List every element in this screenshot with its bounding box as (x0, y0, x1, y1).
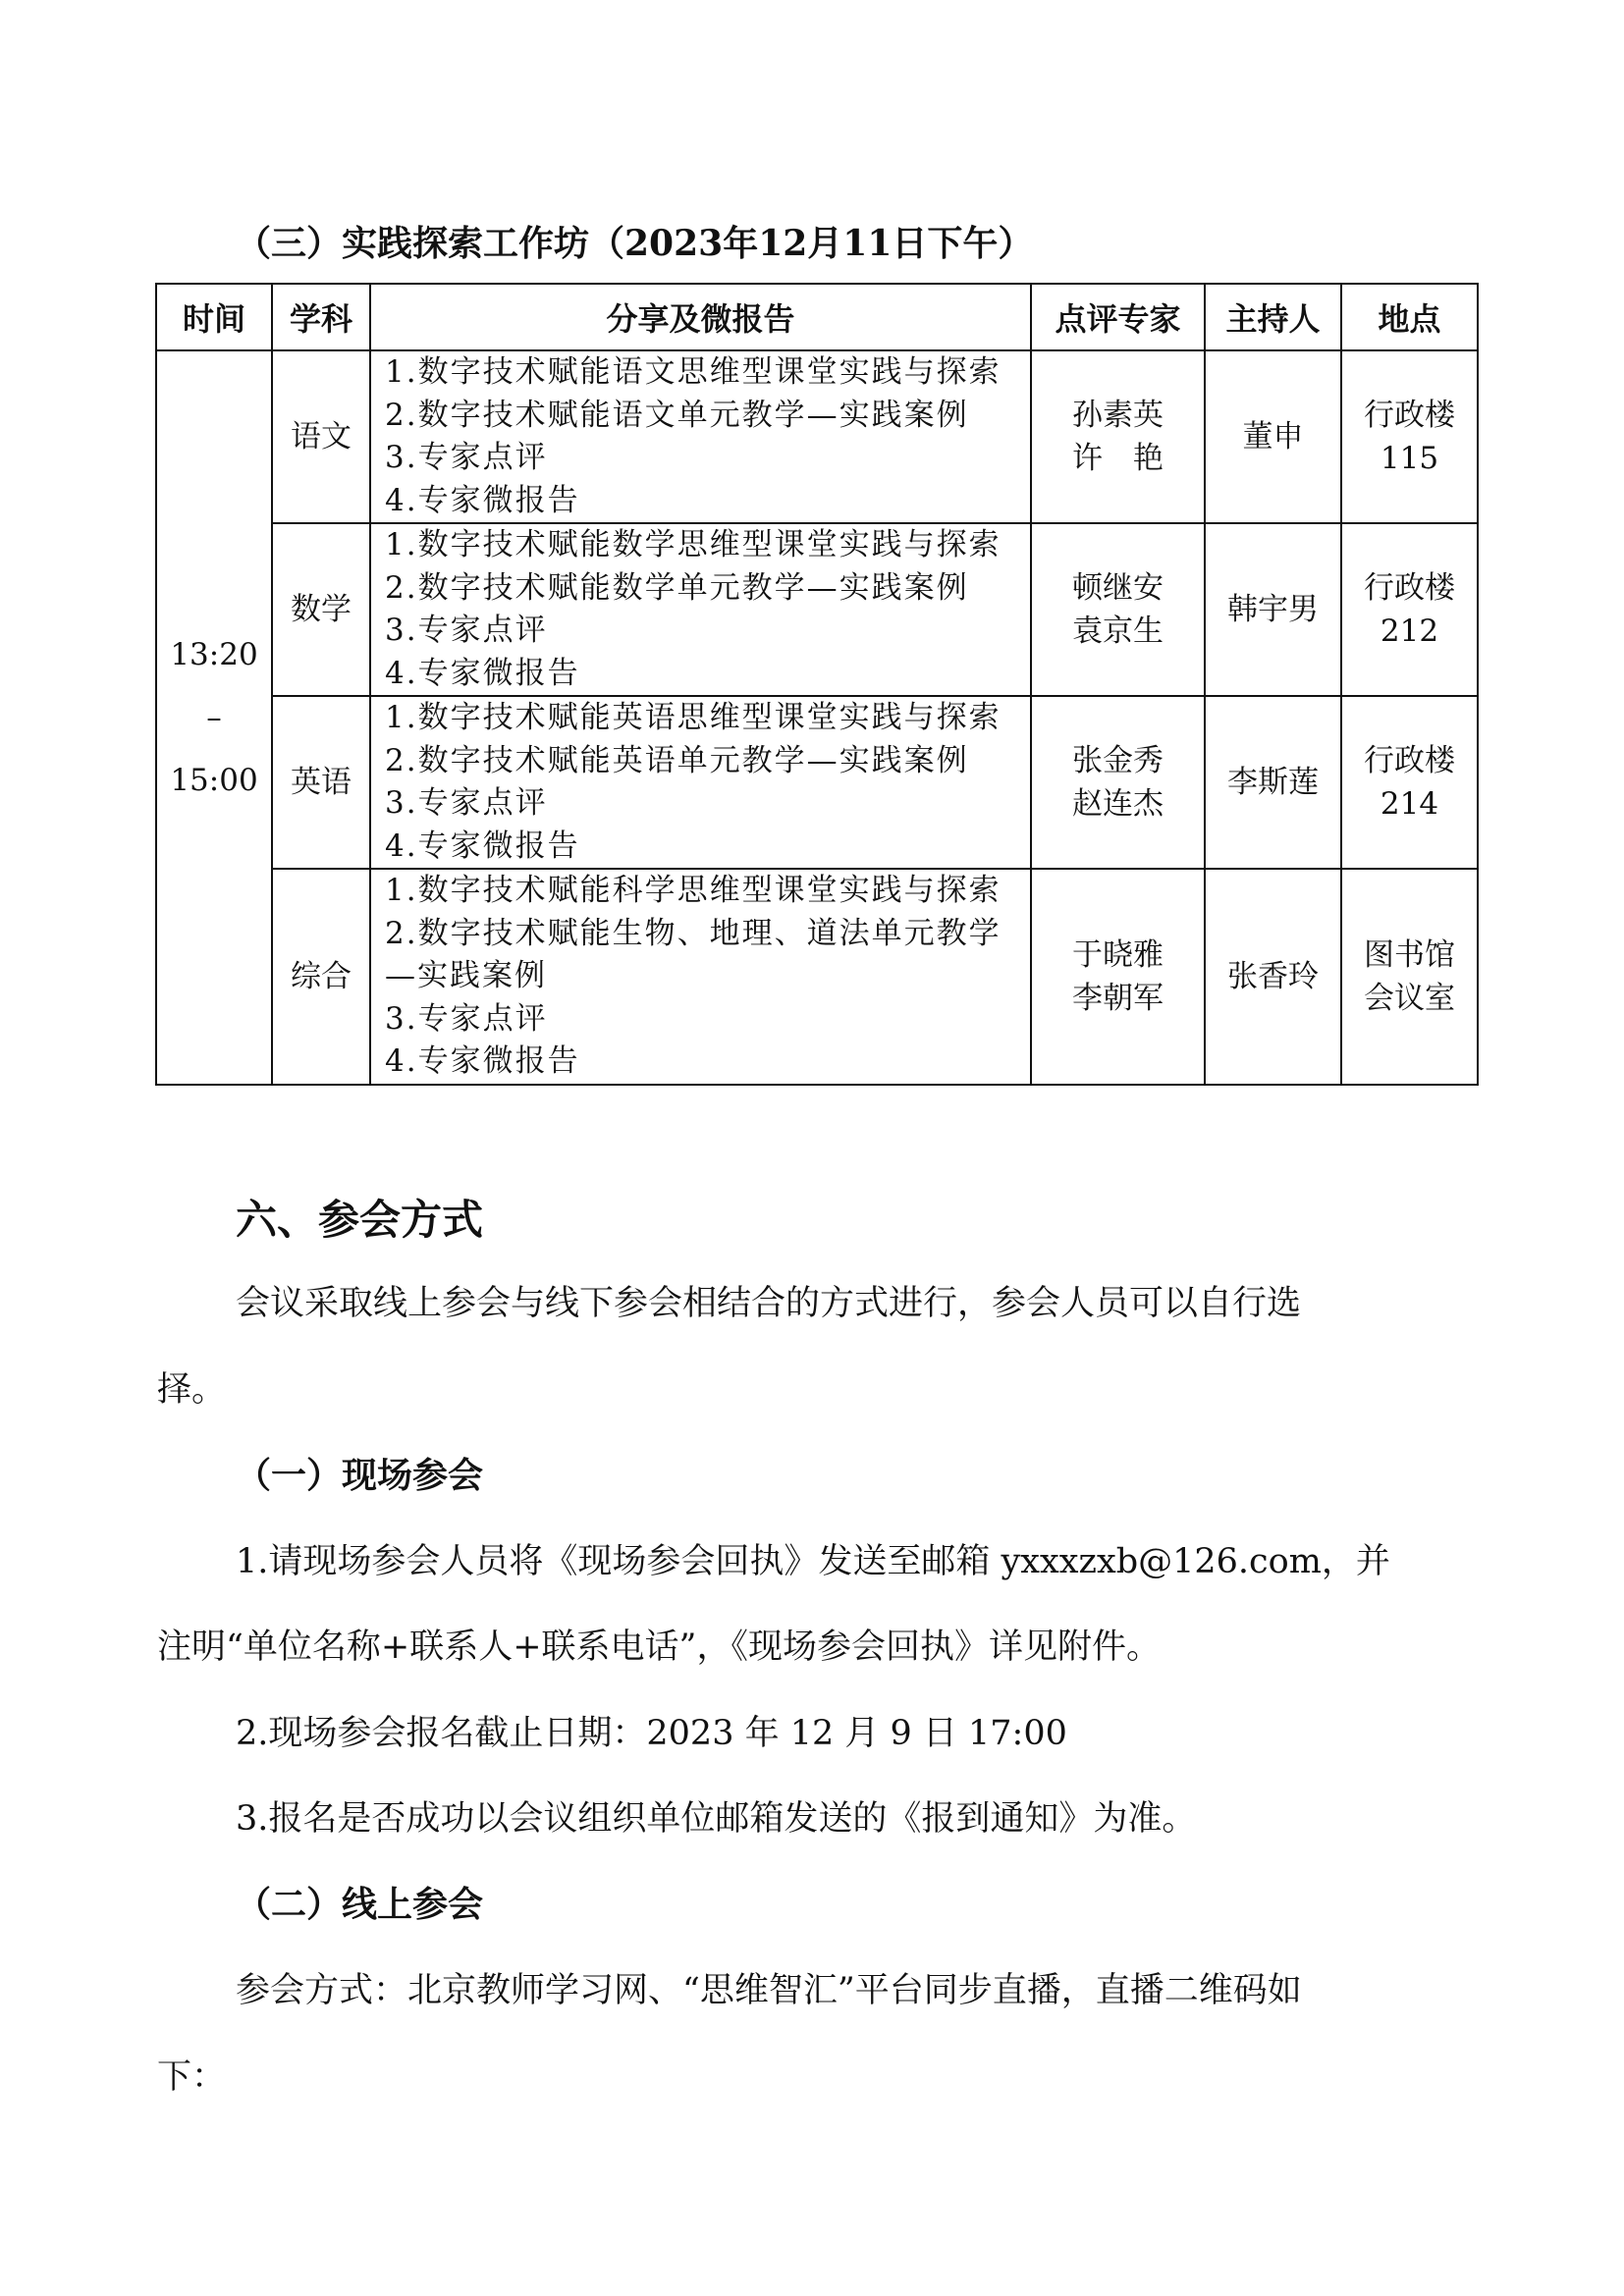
content-item: 2.数字技术赋能英语单元教学—实践案例 (385, 742, 969, 778)
host-cell: 张香玲 (1205, 869, 1341, 1085)
content-item: 1.数字技术赋能语文思维型课堂实践与探索 (385, 354, 1001, 390)
schedule-table (155, 283, 1479, 1086)
location-line: 行政楼 (1364, 743, 1455, 778)
subject-cell: 英语 (272, 696, 370, 869)
intro-line-1: 会议采取线上参会与线下参会相结合的方式进行，参会人员可以自行选 (236, 1284, 1302, 1323)
intro-line-2: 择。 (157, 1370, 227, 1410)
location-cell (1341, 869, 1478, 1085)
host-cell: 韩宇男 (1205, 523, 1341, 696)
table-row (156, 696, 1478, 869)
content-item: 3.专家点评 (385, 440, 548, 475)
header-location: 地点 (1341, 284, 1478, 350)
header-expert: 点评专家 (1031, 284, 1205, 350)
expert-cell (1031, 523, 1205, 696)
location-line: 214 (1380, 786, 1439, 822)
time-cell (156, 350, 272, 1085)
content-item: 2.数字技术赋能语文单元教学—实践案例 (385, 397, 969, 433)
expert-cell (1031, 869, 1205, 1085)
content-item: 2.数字技术赋能数学单元教学—实践案例 (385, 569, 969, 606)
content-cell (370, 869, 1031, 1085)
location-line: 212 (1380, 614, 1439, 649)
onsite-item1-line1: 1.请现场参会人员将《现场参会回执》发送至邮箱 yxxxzxb@126.com，并 (236, 1542, 1390, 1581)
host-cell: 李斯莲 (1205, 696, 1341, 869)
expert-name: 顿继安 (1072, 570, 1164, 606)
online-line-1: 参会方式：北京教师学习网、“思维智汇”平台同步直播，直播二维码如 (236, 1971, 1302, 2010)
section6-title: 六、参会方式 (236, 1196, 484, 1244)
content-cell (370, 350, 1031, 523)
expert-name: 孙素英 (1072, 398, 1164, 433)
expert-name: 张金秀 (1072, 743, 1164, 778)
expert-name: 许 艳 (1072, 441, 1164, 476)
table-row (156, 350, 1478, 523)
header-host: 主持人 (1205, 284, 1341, 350)
table-header-row (156, 284, 1478, 350)
section3-title: （三）实践探索工作坊（2023年12月11日下午） (236, 223, 1034, 264)
location-line: 行政楼 (1364, 398, 1455, 433)
location-cell (1341, 350, 1478, 523)
location-cell (1341, 696, 1478, 869)
header-content: 分享及微报告 (370, 284, 1031, 350)
expert-name: 袁京生 (1072, 614, 1164, 649)
subject-cell: 语文 (272, 350, 370, 523)
content-cell (370, 523, 1031, 696)
content-item: 3.专家点评 (385, 613, 548, 648)
time-start: 13:20 (170, 637, 258, 672)
content-item: —实践案例 (385, 958, 547, 994)
content-item: 4.专家微报告 (385, 828, 580, 864)
onsite-title: （一）现场参会 (236, 1455, 484, 1496)
content-item: 4.专家微报告 (385, 1043, 580, 1080)
content-item: 1.数字技术赋能科学思维型课堂实践与探索 (385, 873, 1001, 909)
table-row (156, 869, 1478, 1085)
location-cell (1341, 523, 1478, 696)
expert-name: 李朝军 (1072, 981, 1164, 1016)
subject-cell: 数学 (272, 523, 370, 696)
header-time: 时间 (156, 284, 272, 350)
time-end: 15:00 (170, 763, 258, 798)
content-cell (370, 696, 1031, 869)
expert-cell (1031, 696, 1205, 869)
onsite-item1-line2: 注明“单位名称+联系人+联系电话”，《现场参会回执》详见附件。 (157, 1628, 1161, 1667)
location-line: 115 (1380, 441, 1439, 476)
subject-cell: 综合 (272, 869, 370, 1085)
online-line-2: 下： (157, 2057, 227, 2097)
content-item: 1.数字技术赋能数学思维型课堂实践与探索 (385, 527, 1001, 562)
host-cell: 董申 (1205, 350, 1341, 523)
location-line: 行政楼 (1364, 570, 1455, 606)
expert-cell (1031, 350, 1205, 523)
table-row (156, 523, 1478, 696)
online-title: （二）线上参会 (236, 1884, 484, 1925)
content-item: 1.数字技术赋能英语思维型课堂实践与探索 (385, 700, 1001, 735)
content-item: 4.专家微报告 (385, 655, 580, 691)
location-line: 会议室 (1364, 981, 1455, 1016)
content-item: 2.数字技术赋能生物、地理、道法单元教学 (385, 915, 1001, 951)
content-item: 4.专家微报告 (385, 482, 580, 518)
onsite-item2: 2.现场参会报名截止日期：2023 年 12 月 9 日 17:00 (236, 1714, 1067, 1753)
expert-name: 于晓雅 (1072, 937, 1164, 973)
header-subject: 学科 (272, 284, 370, 350)
location-line: 图书馆 (1364, 937, 1455, 973)
content-item: 3.专家点评 (385, 785, 548, 821)
content-item: 3.专家点评 (385, 1000, 548, 1037)
time-dash: – (206, 700, 222, 735)
onsite-item3: 3.报名是否成功以会议组织单位邮箱发送的《报到通知》为准。 (236, 1799, 1197, 1839)
expert-name: 赵连杰 (1072, 786, 1164, 822)
